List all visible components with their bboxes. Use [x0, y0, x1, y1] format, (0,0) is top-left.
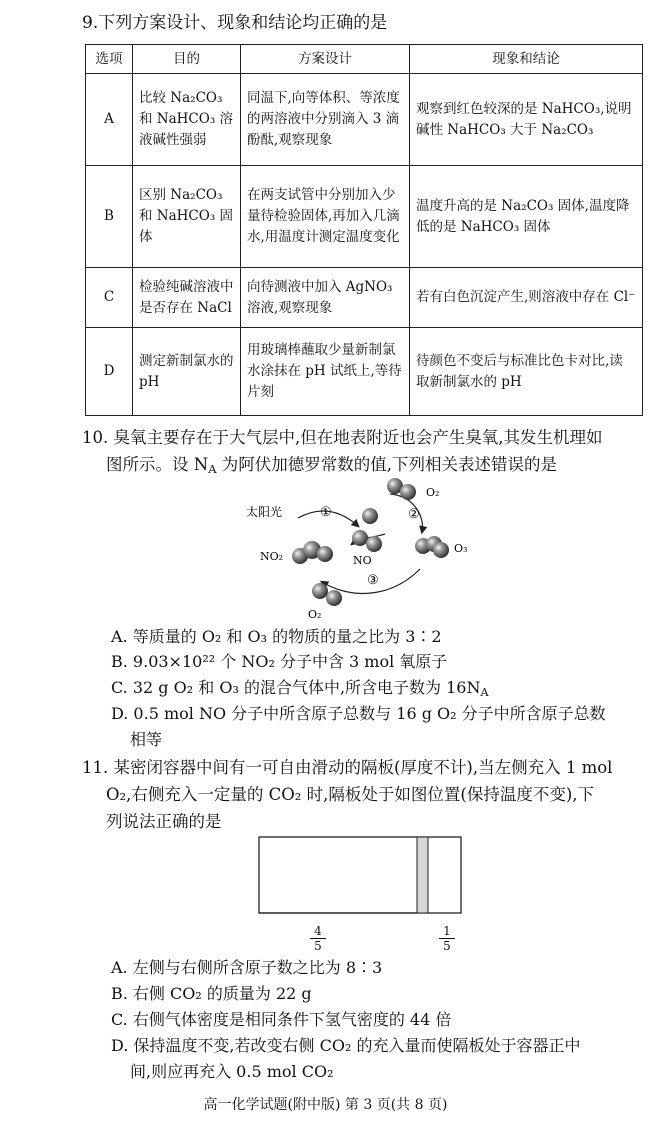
- no-label: NO: [353, 554, 372, 567]
- q10-option-b: B. 9.03×10²² 个 NO₂ 分子中含 3 mol 氧原子: [111, 652, 448, 671]
- q11-option-a: A. 左侧与右侧所含原子数之比为 8∶3: [111, 958, 383, 977]
- table-row: [86, 166, 643, 268]
- q9-stem: 9.下列方案设计、现象和结论均正确的是: [82, 13, 388, 33]
- q11-stem-line1: 11. 某密闭容器中间有一可自由滑动的隔板(厚度不计),当左侧充入 1 mol: [82, 758, 613, 777]
- o2-top-label: O₂: [426, 486, 440, 499]
- row-goal: 区别 Na₂CO₃ 和 NaHCO₃ 固体: [133, 166, 241, 268]
- row-option: A: [86, 74, 133, 166]
- step3-label: ③: [367, 573, 379, 588]
- q10-stem-line1: 10. 臭氧主要存在于大气层中,但在地表附近也会产生臭氧,其发生机理如: [82, 428, 603, 447]
- q10-option-c: C. 32 g O₂ 和 O₃ 的混合气体中,所含电子数为 $16N_A$: [111, 678, 489, 699]
- table-row: [86, 328, 643, 416]
- o2-bottom-label: O₂: [308, 608, 322, 621]
- sunlight-label: 太阳光: [246, 505, 283, 519]
- fraction-left: $\frac{4}{5}$: [310, 924, 326, 953]
- header-plan: 方案设计: [241, 45, 410, 74]
- row-plan: 同温下,向等体积、等浓度的两溶液中分别滴入 3 滴酚酞,观察现象: [241, 74, 410, 166]
- q11-option-b: B. 右侧 CO₂ 的质量为 22 g: [111, 984, 312, 1003]
- row-result: 若有白色沉淀产生,则溶液中存在 Cl⁻: [410, 268, 643, 328]
- container-box: [259, 837, 461, 913]
- step2-label: ②: [408, 507, 420, 522]
- o3-label: O₃: [454, 542, 468, 555]
- q11-stem-line3: 列说法正确的是: [106, 812, 222, 831]
- no-molecule: [352, 530, 382, 552]
- row-result: 温度升高的是 Na₂CO₃ 固体,温度降低的是 NaHCO₃ 固体: [410, 166, 643, 268]
- q10-option-d: D. 0.5 mol NO 分子中所含原子总数与 16 g O₂ 分子中所含原子总数: [111, 704, 606, 723]
- row-option: D: [86, 328, 133, 416]
- row-plan: 向待测液中加入 AgNO₃ 溶液,观察现象: [241, 268, 410, 328]
- fraction-right: $\frac{1}{5}$: [439, 924, 455, 953]
- row-option: B: [86, 166, 133, 268]
- partition-plate: [417, 837, 428, 913]
- table-row: [86, 74, 643, 166]
- row-goal: 测定新制氯水的 pH: [133, 328, 241, 416]
- q11-option-c: C. 右侧气体密度是相同条件下氢气密度的 44 倍: [111, 1010, 452, 1029]
- row-plan: 在两支试管中分别加入少量待检验固体,再加入几滴水,用温度计测定温度变化: [241, 166, 410, 268]
- page-footer: 高一化学试题(附中版) 第 3 页(共 8 页): [203, 1097, 448, 1113]
- ozone-mechanism-diagram: [240, 474, 480, 624]
- step1-label: ①: [320, 505, 332, 520]
- q11-option-d-continued: 间,则应再充入 0.5 mol CO₂: [130, 1062, 334, 1081]
- row-result: 待颜色不变后与标准比色卡对比,读取新制氯水的 pH: [410, 328, 643, 416]
- header-option: 选项: [86, 45, 133, 74]
- q11-option-d: D. 保持温度不变,若改变右侧 CO₂ 的充入量而使隔板处于容器正中: [111, 1036, 581, 1055]
- row-goal: 比较 Na₂CO₃ 和 NaHCO₃ 溶液碱性强弱: [133, 74, 241, 166]
- table-row: [86, 268, 643, 328]
- table-header-row: [86, 45, 643, 74]
- header-goal: 目的: [133, 45, 241, 74]
- o3-molecule: [415, 536, 449, 558]
- row-goal: 检验纯碱溶液中是否存在 NaCl: [133, 268, 241, 328]
- q11-stem-line2: O₂,右侧充入一定量的 CO₂ 时,隔板处于如图位置(保持温度不变),下: [106, 785, 595, 804]
- no2-label: NO₂: [260, 550, 284, 563]
- row-option: C: [86, 268, 133, 328]
- o2-molecule-bottom: [312, 583, 342, 606]
- q10-stem-line2: 图所示。设 $N_A$ 为阿伏加德罗常数的值,下列相关表述错误的是: [106, 455, 558, 476]
- q10-option-d-continued: 相等: [130, 730, 163, 749]
- container-diagram: [255, 835, 465, 921]
- row-result: 观察到红色较深的是 NaHCO₃,说明碱性 NaHCO₃ 大于 Na₂CO₃: [410, 74, 643, 166]
- q10-option-a: A. 等质量的 O₂ 和 O₃ 的物质的量之比为 3∶2: [111, 627, 442, 646]
- no2-molecule: [292, 541, 333, 564]
- header-result: 现象和结论: [410, 45, 643, 74]
- o-atom: [362, 508, 378, 524]
- row-plan: 用玻璃棒蘸取少量新制氯水涂抹在 pH 试纸上,等待片刻: [241, 328, 410, 416]
- q9-table: [85, 44, 643, 416]
